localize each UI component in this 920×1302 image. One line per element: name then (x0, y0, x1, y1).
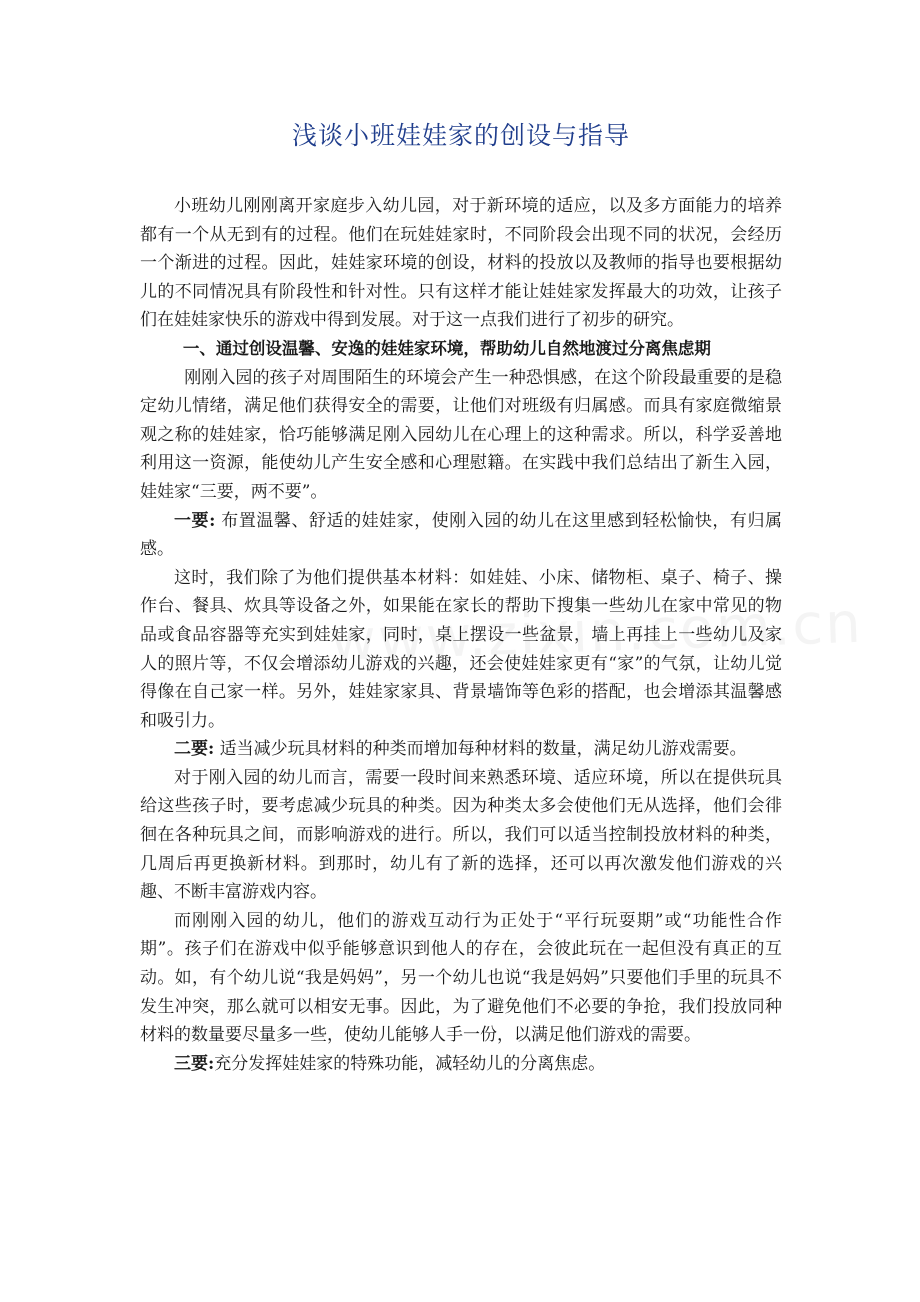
requirement-2-paragraph-2: 而刚刚入园的幼儿，他们的游戏互动行为正处于“平行玩耍期”或“功能性合作期”。孩子们在游戏中似乎能够意识到他人的存在，会彼此玩在一起但没有真正的互动。如，有个幼儿说“我是妈妈”，另一个幼儿也说“我是妈妈”只要他们手里的玩具不发生冲突，那么就可以相安无事。因此，为了避免他们不必要的争抢，我们投放同种材料的数量要尽量多一些，使幼儿能够人手一份，以满足他们游戏的需要。 (140, 910, 782, 1046)
intro-paragraph: 小班幼儿刚刚离开家庭步入幼儿园，对于新环境的适应，以及多方面能力的培养都有一个从无到有的过程。他们在玩娃娃家时，不同阶段会出现不同的状况，会经历一个渐进的过程。因此，娃娃家环境的创设，材料的投放以及教师的指导也要根据幼儿的不同情况具有阶段性和针对性。只有这样才能让娃娃家发挥最大的功效，让孩子们在娃娃家快乐的游戏中得到发展。对于这一点我们进行了初步的研究。 (140, 196, 782, 331)
requirement-1-paragraph: 这时，我们除了为他们提供基本材料：如娃娃、小床、储物柜、桌子、椅子、操作台、餐具、炊具等设备之外，如果能在家长的帮助下搜集一些幼儿在家中常见的物品或食品容器等充实到娃娃家，同时，桌上摆设一些盆景，墙上再挂上一些幼儿及家人的照片等，不仅会增添幼儿游戏的兴趣，还会使娃娃家更有“家”的气氛，让幼儿觉得像在自己家一样。另外，娃娃家家具、背景墙饰等色彩的搭配，也会增添其温馨感和吸引力。 (140, 567, 782, 731)
document-title: 浅谈小班娃娃家的创设与指导 (291, 121, 630, 150)
requirement-2-paragraph-1: 对于刚入园的幼儿而言，需要一段时间来熟悉环境、适应环境，所以在提供玩具给这些孩子时，要考虑减少玩具的种类。因为种类太多会使他们无从选择，他们会徘徊在各种玩具之间，而影响游戏的进行。所以，我们可以适当控制投放材料的种类，几周后再更换新材料。到那时，幼儿有了新的选择，还可以再次激发他们游戏的兴趣、不断丰富游戏内容。 (140, 767, 782, 903)
requirement-3 (140, 1050, 782, 1079)
section-heading-1: 一、通过创设温馨、安逸的娃娃家环境，帮助幼儿自然地渡过分离焦虑期 (182, 338, 711, 358)
requirement-2-text: 适当减少玩具材料的种类而增加每种材料的数量，满足幼儿游戏需要。 (214, 739, 747, 760)
requirement-3-text: 充分发挥娃娃家的特殊功能，减轻幼儿的分离焦虑。 (214, 1053, 606, 1074)
requirement-1 (140, 507, 782, 564)
requirement-1-text: 布置温馨、舒适的娃娃家，使刚入园的幼儿在这里感到轻松愉快，有归属感。 (140, 510, 782, 560)
requirement-3-label: 三要: (174, 1053, 215, 1074)
section1-paragraph: 刚刚入园的孩子对周围陌生的环境会产生一种恐惧感，在这个阶段最重要的是稳定幼儿情绪，满足他们获得安全的需要，让他们对班级有归属感。而具有家庭微缩景观之称的娃娃家，恰巧能够满足刚入园幼儿在心理上的这种需求。所以，科学妥善地利用这一资源，能使幼儿产生安全感和心理慰籍。在实践中我们总结出了新生入园，娃娃家“三要，两不要”。 (140, 367, 782, 502)
requirement-1-label: 一要: (174, 510, 216, 531)
requirement-2-label: 二要: (174, 739, 215, 760)
requirement-2 (140, 735, 782, 764)
document-page (140, 118, 782, 1078)
